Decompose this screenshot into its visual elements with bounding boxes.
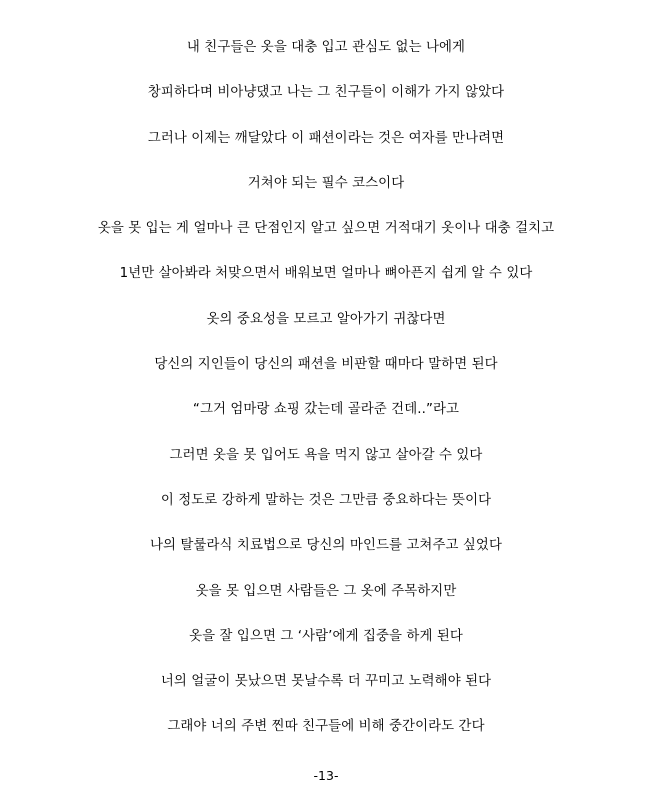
- text-line: “그거 엄마랑 쇼핑 갔는데 골라준 건데..”라고: [192, 402, 460, 418]
- text-line: 창피하다며 비아냥댔고 나는 그 친구들이 이해가 가지 않았다: [147, 85, 505, 101]
- text-line: 거쳐야 되는 필수 코스이다: [247, 175, 405, 191]
- page-number: -13-: [313, 768, 339, 783]
- text-line: 그러나 이제는 깨달았다 이 패션이라는 것은 여자를 만나려면: [147, 130, 505, 146]
- text-line: 내 친구들은 옷을 대충 입고 관심도 없는 나에게: [186, 40, 466, 55]
- text-line: 너의 얼굴이 못났으면 못날수록 더 꾸미고 노력해야 된다: [160, 674, 492, 690]
- text-line: 그래야 너의 주변 찐따 친구들에 비해 중간이라도 간다: [167, 719, 485, 735]
- text-line: 나의 탈룰라식 치료법으로 당신의 마인드를 고쳐주고 싶었다: [149, 538, 503, 554]
- text-line: 옷의 중요성을 모르고 알아가기 귀찮다면: [206, 311, 446, 327]
- text-line: 그러면 옷을 못 입어도 욕을 먹지 않고 살아갈 수 있다: [169, 447, 483, 463]
- text-line: 이 정도로 강하게 말하는 것은 그만큼 중요하다는 뜻이다: [160, 492, 492, 508]
- text-line: 당신의 지인들이 당신의 패션을 비판할 때마다 말하면 된다: [154, 357, 498, 373]
- text-line: 옷을 못 입는 게 얼마나 큰 단점인지 알고 싶으면 거적대기 옷이나 대충 걸치고: [97, 221, 555, 237]
- text-line: 옷을 잘 입으면 그 ‘사람’에게 집중을 하게 된다: [189, 628, 463, 644]
- text-body: [0, 38, 652, 763]
- text-line: 옷을 못 입으면 사람들은 그 옷에 주목하지만: [195, 583, 457, 599]
- text-line: 1년만 살아봐라 처맞으면서 배워보면 얼마나 뼈아픈지 쉽게 알 수 있다: [119, 266, 533, 282]
